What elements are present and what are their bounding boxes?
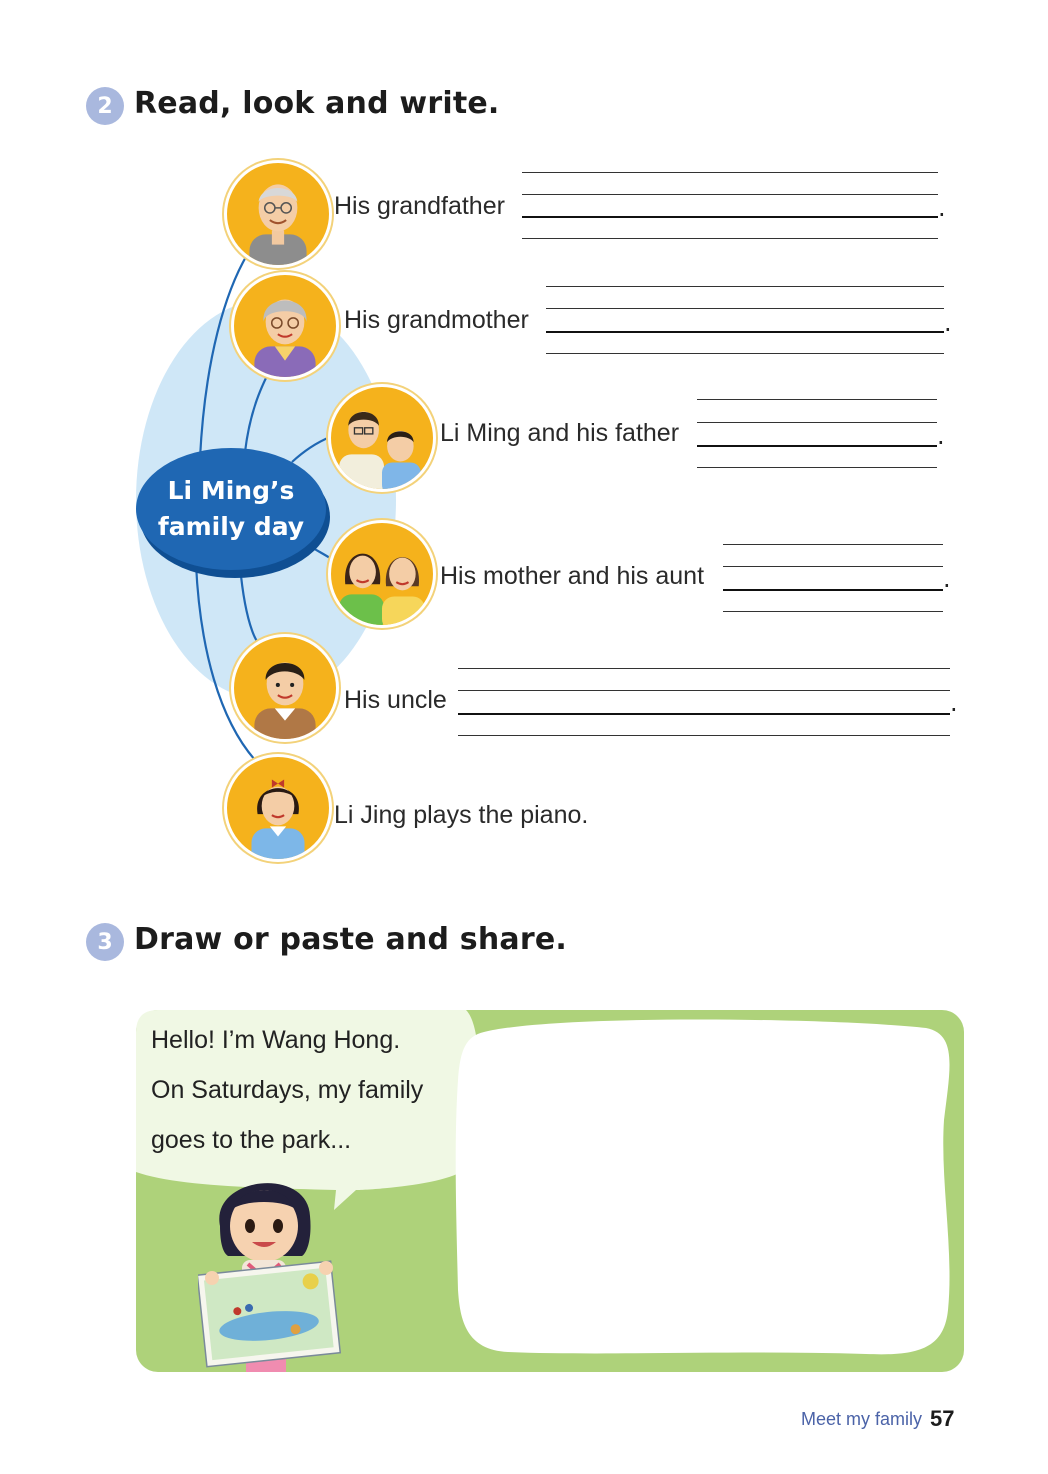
- wang-hong-illustration: [198, 1156, 348, 1372]
- mindmap-center: [136, 448, 326, 570]
- write-line-grandfather-4[interactable]: [522, 238, 938, 239]
- sentence-mother: His mother and his aunt: [440, 562, 705, 590]
- father-and-son-icon: [328, 384, 436, 492]
- write-line-grandmother-1[interactable]: [546, 286, 944, 287]
- section-2-number: 2: [86, 87, 124, 125]
- write-line-uncle-2[interactable]: [458, 690, 950, 691]
- write-line-father-base[interactable]: [697, 445, 937, 447]
- write-line-grandfather-base[interactable]: [522, 216, 938, 218]
- period-grandfather: .: [938, 194, 946, 222]
- write-line-grandmother-4[interactable]: [546, 353, 944, 354]
- section-2-title: Read, look and write.: [134, 86, 500, 121]
- speech-line-3: goes to the park...: [151, 1126, 352, 1154]
- write-line-mother-2[interactable]: [723, 566, 943, 567]
- sentence-grandmother: His grandmother: [344, 306, 529, 334]
- write-line-mother-base[interactable]: [723, 589, 943, 591]
- grandmother-icon: [231, 272, 339, 380]
- write-line-uncle-base[interactable]: [458, 713, 950, 715]
- write-line-grandmother-2[interactable]: [546, 308, 944, 309]
- write-line-father-1[interactable]: [697, 399, 937, 400]
- girl-icon: [224, 754, 332, 862]
- period-grandmother: .: [944, 309, 952, 337]
- write-line-father-2[interactable]: [697, 422, 937, 423]
- write-line-grandfather-2[interactable]: [522, 194, 938, 195]
- footer-unit-title: Meet my family: [801, 1409, 923, 1429]
- sentence-uncle: His uncle: [344, 686, 447, 714]
- grandfather-icon: [224, 160, 332, 268]
- sentence-lijing: Li Jing plays the piano.: [334, 801, 589, 829]
- page-number: 57: [930, 1406, 955, 1431]
- sentence-father: Li Ming and his father: [440, 419, 680, 447]
- sentence-grandfather: His grandfather: [334, 192, 505, 220]
- speech-line-2: On Saturdays, my family: [151, 1076, 424, 1104]
- section-3-title: Draw or paste and share.: [134, 922, 567, 957]
- write-line-grandfather-1[interactable]: [522, 172, 938, 173]
- write-line-uncle-4[interactable]: [458, 735, 950, 736]
- period-father: .: [937, 422, 945, 450]
- write-line-mother-4[interactable]: [723, 611, 943, 612]
- mindmap-center-line2: family day: [157, 512, 305, 541]
- mother-and-aunt-icon: [328, 520, 436, 628]
- uncle-icon: [231, 634, 339, 742]
- mindmap-center-line1: Li Ming’s: [167, 476, 295, 505]
- write-line-grandmother-base[interactable]: [546, 331, 944, 333]
- write-line-mother-1[interactable]: [723, 544, 943, 545]
- speech-line-1: Hello! I’m Wang Hong.: [151, 1026, 401, 1054]
- write-line-father-4[interactable]: [697, 467, 937, 468]
- write-line-uncle-1[interactable]: [458, 668, 950, 669]
- period-uncle: .: [950, 689, 958, 717]
- period-mother: .: [943, 565, 951, 593]
- drawing-canvas[interactable]: [460, 1030, 952, 1354]
- section-3-number: 3: [86, 923, 124, 961]
